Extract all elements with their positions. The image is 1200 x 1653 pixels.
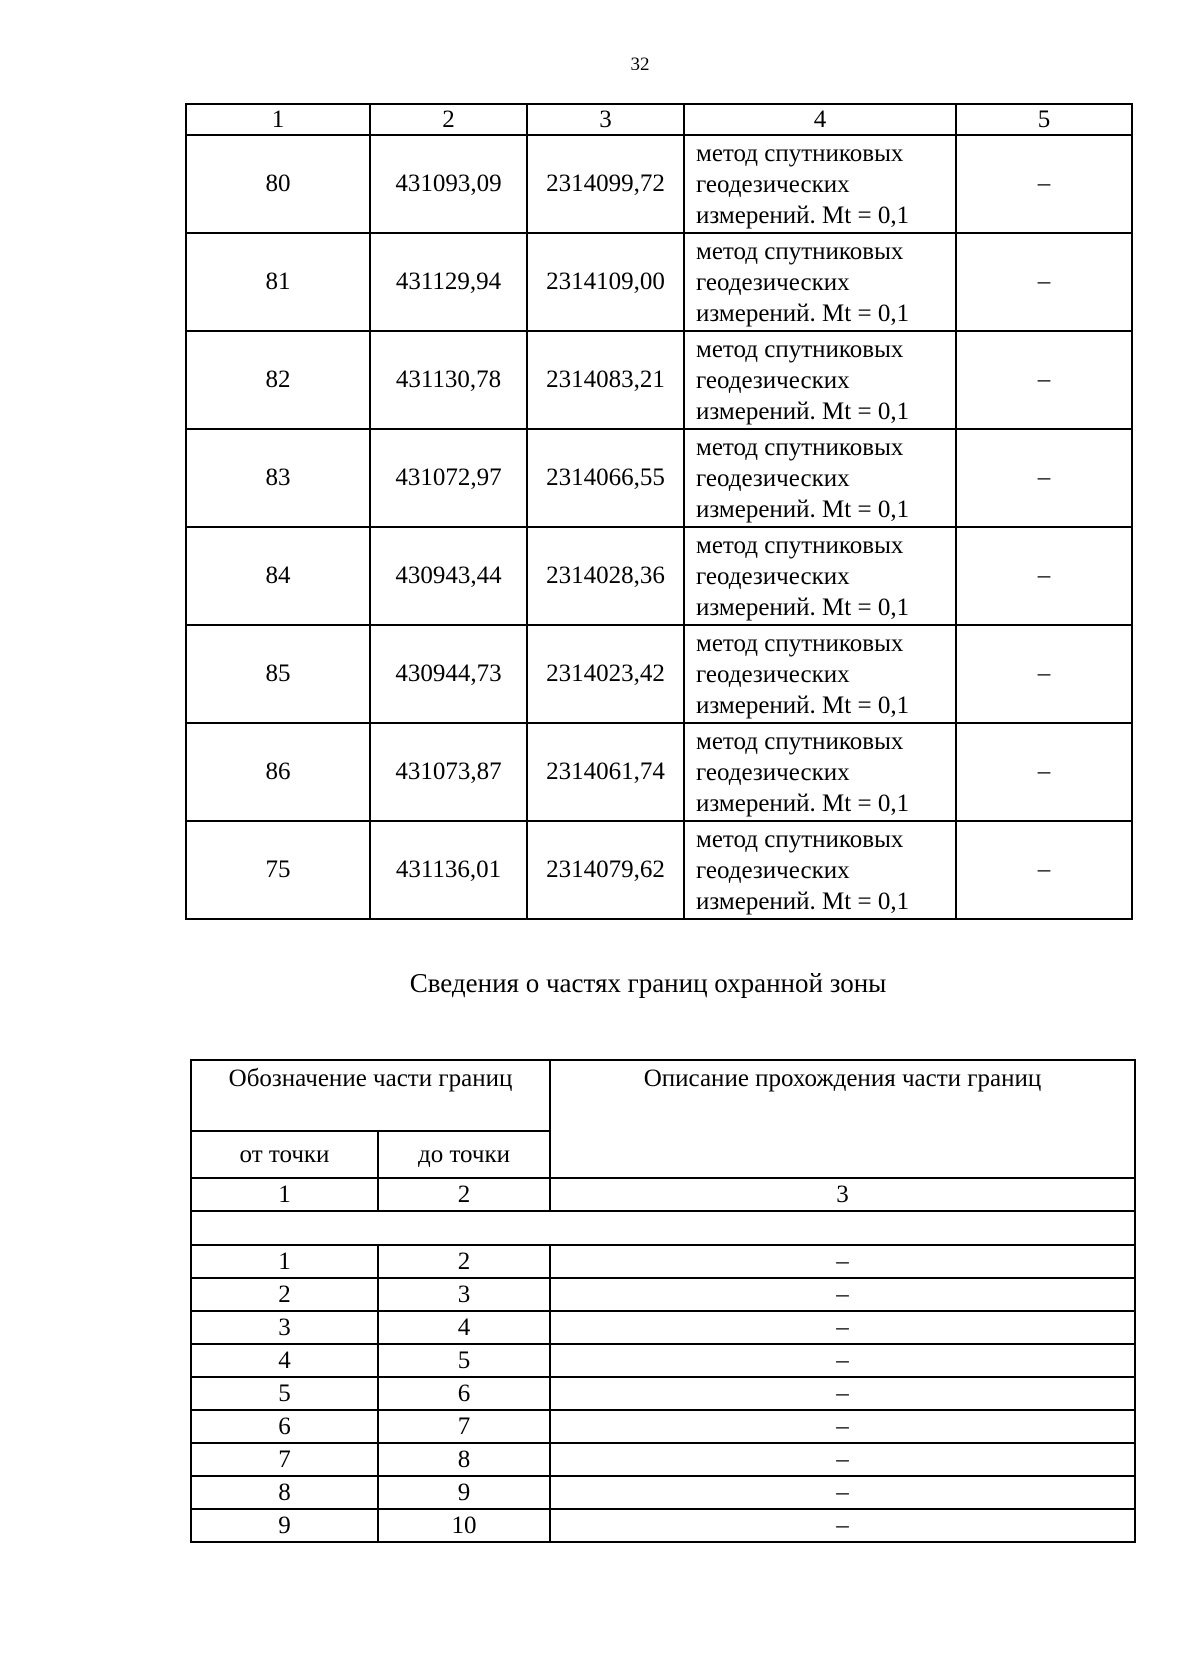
table-row xyxy=(186,527,1132,625)
empty-cell xyxy=(191,1211,1135,1245)
method-line: геодезических xyxy=(696,464,850,492)
to-point-cell: 6 xyxy=(378,1377,550,1410)
method-line: геодезических xyxy=(696,366,850,394)
method-line: измерений. Mt = 0,1 xyxy=(696,201,910,229)
table-row xyxy=(191,1410,1135,1443)
y-coordinate-cell: 2314066,55 xyxy=(527,429,684,527)
note-cell: – xyxy=(956,821,1132,919)
method-line: метод спутниковых xyxy=(696,139,904,167)
method-cell xyxy=(684,135,956,233)
note-cell: – xyxy=(956,527,1132,625)
column-number-cell: 3 xyxy=(550,1178,1135,1211)
method-cell xyxy=(684,331,956,429)
point-cell: 75 xyxy=(186,821,370,919)
column-number-cell: 4 xyxy=(684,104,956,135)
table-row xyxy=(186,429,1132,527)
method-line: геодезических xyxy=(696,660,850,688)
note-cell: – xyxy=(956,233,1132,331)
method-line: геодезических xyxy=(696,268,850,296)
x-coordinate-cell: 431129,94 xyxy=(370,233,527,331)
x-coordinate-cell: 431073,87 xyxy=(370,723,527,821)
y-coordinate-cell: 2314028,36 xyxy=(527,527,684,625)
point-cell: 81 xyxy=(186,233,370,331)
point-cell: 82 xyxy=(186,331,370,429)
x-coordinate-cell: 431136,01 xyxy=(370,821,527,919)
table-row xyxy=(191,1344,1135,1377)
method-line: метод спутниковых xyxy=(696,629,904,657)
x-coordinate-cell: 431072,97 xyxy=(370,429,527,527)
table-row xyxy=(186,625,1132,723)
from-point-cell: 4 xyxy=(191,1344,378,1377)
from-point-cell: 7 xyxy=(191,1443,378,1476)
coordinates-header-row xyxy=(186,104,1132,135)
method-cell xyxy=(684,821,956,919)
y-coordinate-cell: 2314099,72 xyxy=(527,135,684,233)
from-point-cell: 1 xyxy=(191,1245,378,1278)
from-point-cell: 8 xyxy=(191,1476,378,1509)
parts-empty-row xyxy=(191,1211,1135,1245)
table-row xyxy=(191,1476,1135,1509)
method-line: измерений. Mt = 0,1 xyxy=(696,593,910,621)
method-cell xyxy=(684,625,956,723)
x-coordinate-cell: 431130,78 xyxy=(370,331,527,429)
column-number-cell: 2 xyxy=(378,1178,550,1211)
y-coordinate-cell: 2314109,00 xyxy=(527,233,684,331)
method-line: геодезических xyxy=(696,562,850,590)
method-line: измерений. Mt = 0,1 xyxy=(696,691,910,719)
method-line: измерений. Mt = 0,1 xyxy=(696,887,910,915)
method-cell xyxy=(684,429,956,527)
table-row xyxy=(186,233,1132,331)
parts-column-numbers-row xyxy=(191,1178,1135,1211)
method-line: геодезических xyxy=(696,856,850,884)
point-cell: 84 xyxy=(186,527,370,625)
note-cell: – xyxy=(956,429,1132,527)
to-point-cell: 4 xyxy=(378,1311,550,1344)
parts-header-row xyxy=(191,1060,1135,1131)
description-cell: – xyxy=(550,1476,1135,1509)
method-line: метод спутниковых xyxy=(696,237,904,265)
from-point-cell: 3 xyxy=(191,1311,378,1344)
description-cell: – xyxy=(550,1509,1135,1542)
x-coordinate-cell: 431093,09 xyxy=(370,135,527,233)
table-row xyxy=(191,1245,1135,1278)
note-cell: – xyxy=(956,625,1132,723)
column-number-cell: 2 xyxy=(370,104,527,135)
description-cell: – xyxy=(550,1245,1135,1278)
method-line: измерений. Mt = 0,1 xyxy=(696,495,910,523)
method-line: геодезических xyxy=(696,758,850,786)
method-line: метод спутниковых xyxy=(696,531,904,559)
from-point-cell: 9 xyxy=(191,1509,378,1542)
description-cell: – xyxy=(550,1344,1135,1377)
x-coordinate-cell: 430944,73 xyxy=(370,625,527,723)
method-line: измерений. Mt = 0,1 xyxy=(696,397,910,425)
column-number-cell: 5 xyxy=(956,104,1132,135)
method-cell xyxy=(684,723,956,821)
to-point-cell: 8 xyxy=(378,1443,550,1476)
method-line: метод спутниковых xyxy=(696,727,904,755)
note-cell: – xyxy=(956,135,1132,233)
column-number-cell: 1 xyxy=(186,104,370,135)
method-cell xyxy=(684,527,956,625)
column-number-cell: 3 xyxy=(527,104,684,135)
table-row xyxy=(186,331,1132,429)
to-point-cell: 2 xyxy=(378,1245,550,1278)
y-coordinate-cell: 2314083,21 xyxy=(527,331,684,429)
table-row xyxy=(186,723,1132,821)
description-header: Описание прохождения части границ xyxy=(550,1060,1135,1178)
table-row xyxy=(191,1377,1135,1410)
x-coordinate-cell: 430943,44 xyxy=(370,527,527,625)
from-point-header: от точки xyxy=(191,1131,378,1178)
table-row xyxy=(186,135,1132,233)
description-cell: – xyxy=(550,1278,1135,1311)
boundary-parts-table xyxy=(190,1059,1136,1543)
to-point-cell: 3 xyxy=(378,1278,550,1311)
point-cell: 80 xyxy=(186,135,370,233)
point-cell: 85 xyxy=(186,625,370,723)
from-point-cell: 5 xyxy=(191,1377,378,1410)
to-point-cell: 10 xyxy=(378,1509,550,1542)
to-point-cell: 5 xyxy=(378,1344,550,1377)
table-row xyxy=(191,1443,1135,1476)
from-point-cell: 2 xyxy=(191,1278,378,1311)
from-point-cell: 6 xyxy=(191,1410,378,1443)
y-coordinate-cell: 2314023,42 xyxy=(527,625,684,723)
method-line: измерений. Mt = 0,1 xyxy=(696,299,910,327)
y-coordinate-cell: 2314079,62 xyxy=(527,821,684,919)
to-point-header: до точки xyxy=(378,1131,550,1178)
coordinates-table xyxy=(185,103,1133,920)
method-line: геодезических xyxy=(696,170,850,198)
description-cell: – xyxy=(550,1443,1135,1476)
column-number-cell: 1 xyxy=(191,1178,378,1211)
method-line: метод спутниковых xyxy=(696,433,904,461)
point-cell: 86 xyxy=(186,723,370,821)
method-cell xyxy=(684,233,956,331)
method-line: метод спутниковых xyxy=(696,335,904,363)
point-cell: 83 xyxy=(186,429,370,527)
table-row xyxy=(191,1311,1135,1344)
section-title: Сведения о частях границ охранной зоны xyxy=(409,968,887,998)
y-coordinate-cell: 2314061,74 xyxy=(527,723,684,821)
to-point-cell: 9 xyxy=(378,1476,550,1509)
note-cell: – xyxy=(956,723,1132,821)
table-row xyxy=(191,1509,1135,1542)
description-cell: – xyxy=(550,1377,1135,1410)
method-line: измерений. Mt = 0,1 xyxy=(696,789,910,817)
description-cell: – xyxy=(550,1311,1135,1344)
designation-header: Обозначение части границ xyxy=(191,1060,550,1131)
to-point-cell: 7 xyxy=(378,1410,550,1443)
table-row xyxy=(186,821,1132,919)
table-row xyxy=(191,1278,1135,1311)
description-cell: – xyxy=(550,1410,1135,1443)
page-number: 32 xyxy=(630,54,650,75)
note-cell: – xyxy=(956,331,1132,429)
method-line: метод спутниковых xyxy=(696,825,904,853)
